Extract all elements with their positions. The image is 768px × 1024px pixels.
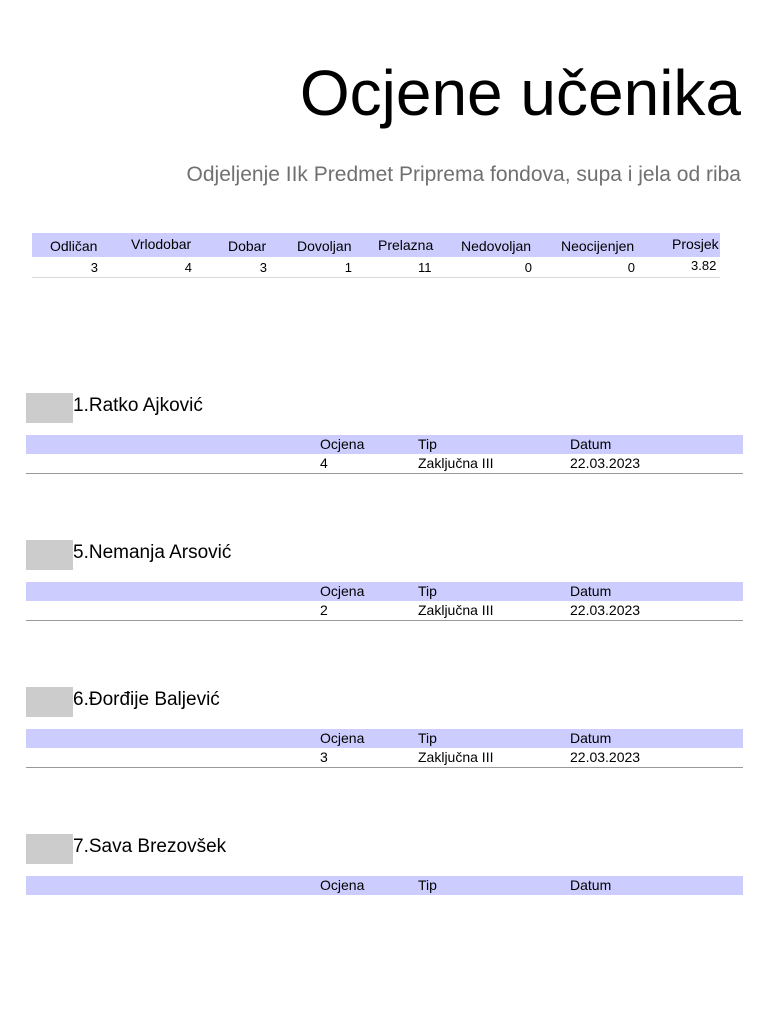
- student-marker: [26, 540, 73, 570]
- summary-header-dobar: Dobar: [228, 238, 267, 254]
- column-header-datum: Datum: [570, 583, 612, 599]
- column-header-ocjena: Ocjena: [320, 583, 365, 599]
- grade-date: 22.03.2023: [570, 602, 641, 618]
- page-title: Ocjene učenika: [299, 57, 741, 129]
- student-header: [26, 834, 743, 864]
- column-header-tip: Tip: [418, 730, 437, 746]
- column-header-datum: Datum: [570, 436, 612, 452]
- grade-table-header: [26, 435, 743, 454]
- summary-header-odlican: Odličan: [50, 238, 98, 254]
- table-row: [26, 748, 743, 768]
- summary-header-dovoljan: Dovoljan: [297, 238, 352, 254]
- student-header: [26, 393, 743, 423]
- summary-value-nedovoljan: 0: [524, 260, 532, 275]
- table-row: [26, 601, 743, 621]
- column-header-tip: Tip: [418, 877, 437, 893]
- grade-table-header: [26, 876, 743, 895]
- grade-date: 22.03.2023: [570, 455, 641, 471]
- summary-header-prosjek: Prosjek: [672, 236, 719, 252]
- summary-values-row: [32, 257, 720, 278]
- grade-type: Zaključna III: [418, 455, 494, 471]
- summary-header-neocijenjen: Neocijenjen: [561, 238, 635, 254]
- column-header-tip: Tip: [418, 436, 437, 452]
- student-marker: [26, 834, 73, 864]
- grade-value: 4: [320, 455, 328, 471]
- student-name: 7.Sava Brezovšek: [73, 836, 227, 857]
- grade-table: [26, 582, 743, 621]
- student-marker: [26, 687, 73, 717]
- summary-header-row: [32, 233, 720, 257]
- student-marker: [26, 393, 73, 423]
- grade-value: 3: [320, 749, 328, 765]
- student-name: 1.Ratko Ajković: [73, 395, 203, 416]
- grade-value: 2: [320, 602, 328, 618]
- summary-value-dovoljan: 1: [344, 260, 352, 275]
- summary-value-vrlodobar: 4: [184, 260, 192, 275]
- column-header-ocjena: Ocjena: [320, 730, 365, 746]
- grade-table: [26, 435, 743, 474]
- grade-table: [26, 729, 743, 768]
- column-header-datum: Datum: [570, 730, 612, 746]
- summary-value-dobar: 3: [259, 260, 267, 275]
- student-name: 6.Đorđije Baljević: [73, 689, 220, 710]
- student-block: [26, 540, 743, 618]
- grade-type: Zaključna III: [418, 602, 494, 618]
- column-header-datum: Datum: [570, 877, 612, 893]
- grade-table-header: [26, 729, 743, 748]
- student-block: [26, 834, 743, 893]
- summary-value-prelazna: 11: [418, 260, 432, 275]
- column-header-ocjena: Ocjena: [320, 436, 365, 452]
- student-header: [26, 687, 743, 717]
- column-header-ocjena: Ocjena: [320, 877, 365, 893]
- grade-date: 22.03.2023: [570, 749, 641, 765]
- student-block: [26, 687, 743, 765]
- grade-type: Zaključna III: [418, 749, 494, 765]
- summary-value-prosjek: 3.82: [691, 258, 717, 273]
- summary-header-vrlodobar: Vrlodobar: [131, 236, 192, 252]
- summary-header-prelazna: Prelazna: [378, 237, 434, 253]
- table-row: [26, 454, 743, 474]
- summary-header-nedovoljan: Nedovoljan: [461, 238, 532, 254]
- student-block: [26, 393, 743, 471]
- page-subtitle: Odjeljenje IIk Predmet Priprema fondova, supa i jela od riba: [186, 163, 741, 186]
- summary-value-neocijenjen: 0: [627, 260, 635, 275]
- summary-value-odlican: 3: [90, 260, 98, 275]
- student-header: [26, 540, 743, 570]
- student-name: 5.Nemanja Arsović: [73, 542, 232, 563]
- column-header-tip: Tip: [418, 583, 437, 599]
- grade-summary-table: [32, 233, 720, 278]
- grade-table: [26, 876, 743, 895]
- grade-table-header: [26, 582, 743, 601]
